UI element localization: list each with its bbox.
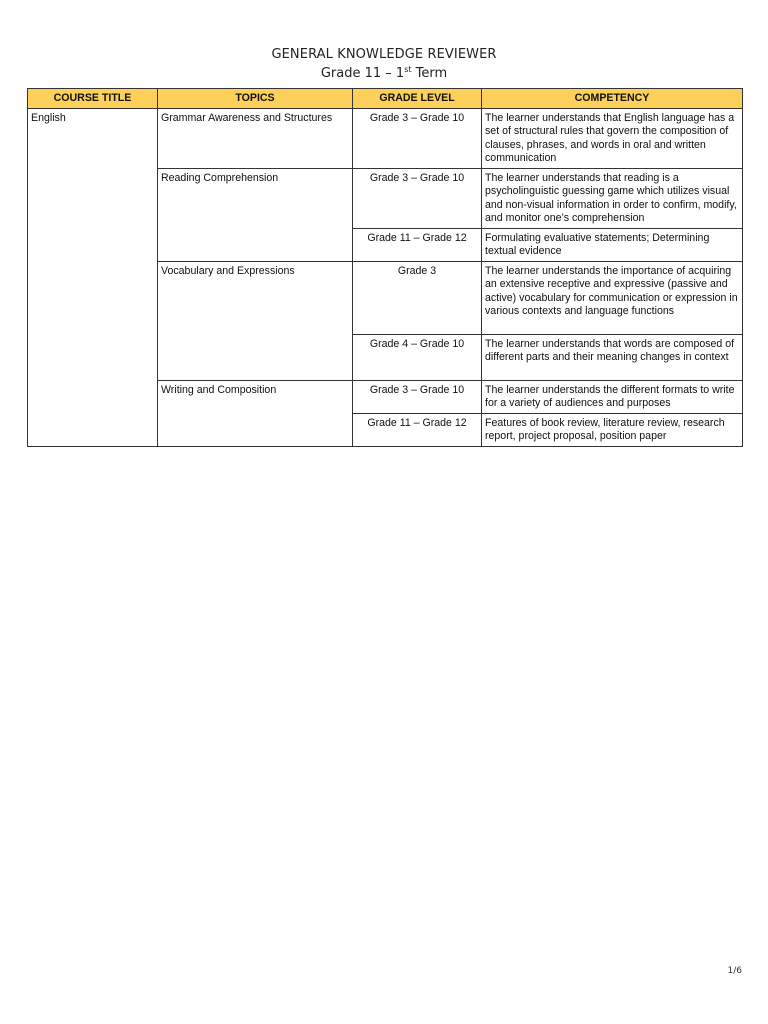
course-title-cell: English: [28, 109, 158, 447]
header-competency: COMPETENCY: [482, 89, 743, 109]
subtitle-ordinal-suffix: st: [404, 65, 412, 74]
competency-cell: The learner understands the different formats to write for a variety of audiences and purposes: [482, 381, 743, 414]
table-row: [28, 109, 743, 169]
competency-cell: The learner understands that reading is a psycholinguistic guessing game which utilizes visual and non-visual information in order to confirm, modify, and monitor one’s comprehension: [482, 169, 743, 229]
topic-cell: Writing and Composition: [158, 381, 353, 447]
header-topics: TOPICS: [158, 89, 353, 109]
competency-cell: The learner understands that English language has a set of structural rules that govern the composition of clauses, phrases, and words in oral and written communication: [482, 109, 743, 169]
subtitle-term: Term: [411, 66, 448, 81]
competency-cell: The learner understands that words are composed of different parts and their meaning changes in context: [482, 335, 743, 381]
table-header-row: [28, 89, 743, 109]
subtitle-grade: Grade 11 – 1: [320, 66, 405, 81]
document-subtitle: [0, 65, 768, 82]
competency-cell: Features of book review, literature review, research report, project proposal, position paper: [482, 414, 743, 447]
topic-cell: Reading Comprehension: [158, 169, 353, 262]
grade-level-cell: Grade 11 – Grade 12: [353, 414, 482, 447]
competency-cell: The learner understands the importance of acquiring an extensive receptive and expressive (passive and active) vocabulary for communication or expression in various contexts and language functions: [482, 262, 743, 335]
header-grade-level: GRADE LEVEL: [353, 89, 482, 109]
grade-level-cell: Grade 11 – Grade 12: [353, 229, 482, 262]
competency-cell: Formulating evaluative statements; Determining textual evidence: [482, 229, 743, 262]
grade-level-cell: Grade 3 – Grade 10: [353, 381, 482, 414]
topic-cell: Vocabulary and Expressions: [158, 262, 353, 381]
grade-level-cell: Grade 3 – Grade 10: [353, 169, 482, 229]
grade-level-cell: Grade 3 – Grade 10: [353, 109, 482, 169]
reviewer-table: [27, 88, 743, 447]
header-course-title: COURSE TITLE: [28, 89, 158, 109]
document-title: GENERAL KNOWLEDGE REVIEWER: [271, 47, 497, 62]
grade-level-cell: Grade 3: [353, 262, 482, 335]
page-number: 1/6: [727, 966, 742, 976]
topic-cell: Grammar Awareness and Structures: [158, 109, 353, 169]
grade-level-cell: Grade 4 – Grade 10: [353, 335, 482, 381]
